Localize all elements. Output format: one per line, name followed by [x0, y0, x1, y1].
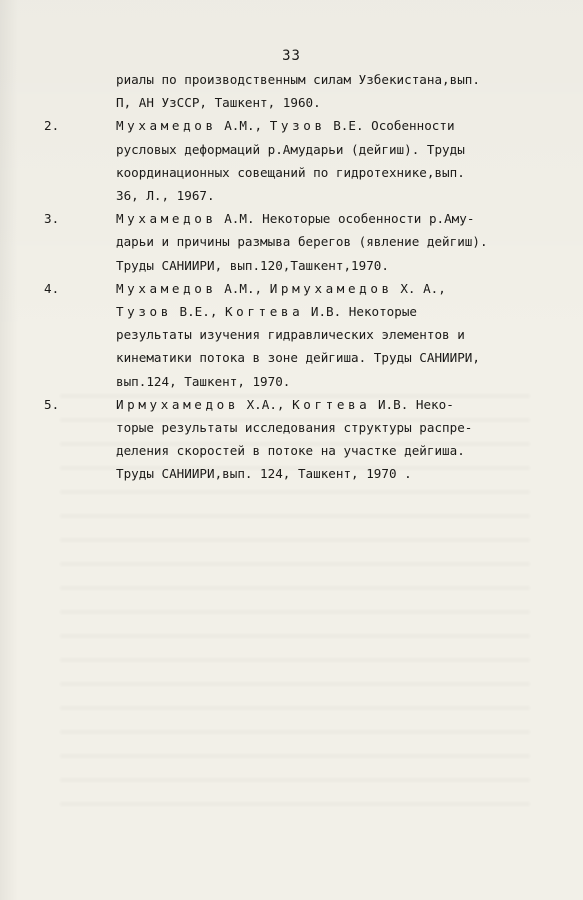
reference-line	[116, 370, 544, 393]
reference-line	[116, 439, 544, 462]
reference-number: 5.	[44, 396, 60, 412]
author-surname: Мухамедов	[116, 118, 217, 134]
reference-list	[44, 68, 544, 486]
reference-text: дарьи и причины размыва берегов (явление дейгиш).	[116, 234, 488, 250]
author-surname: Когтева	[225, 304, 304, 320]
reference-text: торые результаты исследования структуры распре-	[116, 420, 473, 436]
reference-number: 4.	[44, 280, 60, 296]
reference-text: А.М.,	[216, 118, 270, 134]
reference-text: П, АН УзССР, Ташкент, 1960.	[116, 95, 321, 111]
author-surname: Когтева	[292, 396, 371, 412]
reference-entry	[44, 277, 544, 393]
reference-text: В.Е.,	[171, 304, 225, 320]
reference-entry	[44, 207, 544, 277]
reference-text: русловых деформаций р.Амударьи (дейгиш). Труды	[116, 141, 465, 157]
reference-text: риалы по производственным силам Узбекистана,вып.	[116, 72, 480, 87]
reference-line	[116, 462, 544, 485]
reference-text: И.В. Некоторые	[303, 304, 418, 320]
author-surname: Ирмухамедов	[116, 396, 240, 412]
reference-text: А.М. Некоторые особенности р.Аму-	[216, 211, 475, 227]
reference-text: кинематики потока в зоне дейгиша. Труды САНИИРИ,	[116, 350, 480, 366]
reference-text: результаты изучения гидравлических элементов и	[116, 327, 465, 343]
reference-text: И.В. Неко-	[370, 396, 454, 412]
reference-line	[116, 300, 544, 323]
reference-line	[116, 393, 544, 416]
reference-line	[116, 161, 544, 184]
reference-line	[116, 416, 544, 439]
reference-line	[116, 254, 544, 277]
reference-line	[116, 184, 544, 207]
reference-entry	[44, 393, 544, 486]
reference-number: 3.	[44, 211, 60, 227]
reference-text: Х.А.,	[239, 396, 293, 412]
reference-text: деления скоростей в потоке на участке дейгиша.	[116, 443, 465, 459]
reference-line	[116, 114, 544, 137]
reference-text: Труды САНИИРИ,вып. 124, Ташкент, 1970 .	[116, 466, 412, 482]
reference-line	[116, 138, 544, 161]
reference-entry	[44, 114, 544, 207]
page-number: 33	[282, 48, 301, 64]
reference-text: А.М.,	[216, 280, 270, 296]
reference-text: Труды САНИИРИ, вып.120,Ташкент,1970.	[116, 257, 389, 273]
reference-text: Х. А.,	[392, 280, 446, 296]
reference-line	[116, 68, 544, 91]
reference-line	[116, 230, 544, 253]
reference-entry	[44, 68, 544, 114]
reference-text: координационных совещаний по гидротехнике,вып.	[116, 164, 465, 180]
author-surname: Ирмухамедов	[269, 280, 393, 296]
reference-text: вып.124, Ташкент, 1970.	[116, 373, 291, 389]
author-surname: Тузов	[116, 304, 172, 320]
reference-number: 2.	[44, 118, 60, 134]
reference-text: В.Е. Особенности	[325, 118, 455, 134]
reference-line	[116, 207, 544, 230]
reference-line	[116, 346, 544, 369]
reference-line	[116, 323, 544, 346]
author-surname: Мухамедов	[116, 280, 217, 296]
reference-line	[116, 277, 544, 300]
reference-text: 36, Л., 1967.	[116, 188, 215, 204]
author-surname: Мухамедов	[116, 211, 217, 227]
author-surname: Тузов	[269, 118, 326, 134]
reference-line	[116, 91, 544, 114]
